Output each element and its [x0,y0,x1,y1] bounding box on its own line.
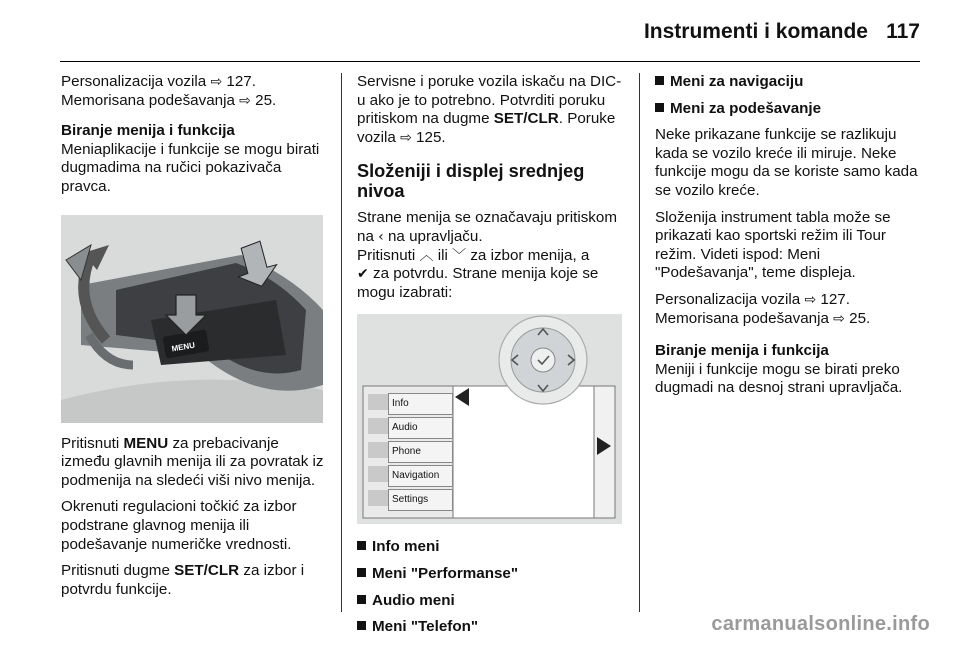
list-item: Meni "Performanse" [357,565,629,584]
reference-link[interactable]: 125. [416,128,446,146]
paragraph: Pritisnuti MENU za prebacivanje između glavnih menija ili za povratak iz podmenija na sledeći viši nivo menija. [61,434,324,489]
reference-arrow-icon: ⇨ [210,74,223,90]
column-1 [61,73,331,607]
set-clr-key-label: SET/CLR [174,562,240,580]
bullet-square-icon [357,621,366,630]
page-number: 117 [886,20,920,43]
menu-button-label: MENU [170,340,196,354]
paragraph: Okrenuti regulacioni točkić za izbor podstrane glavnog menija ili podešavanje numeričke vrednosti. [61,498,297,553]
chevron-left-icon: ‹ [378,228,384,245]
paragraph: Strane menija se označavaju pritiskom na ‹ na upravljaču. Pritisnuti ︿ ili ﹀ za izbor menija, a ✔ za potvrdu. Strane menija koje se mogu izabrati: [357,209,617,301]
checkmark-icon: ✔ [357,266,369,283]
reference-arrow-icon: ⇨ [239,92,251,109]
list-item: Audio meni [357,592,629,611]
column-divider-1 [341,73,342,612]
menu-item-phone[interactable]: Phone [388,441,453,463]
header-rule [60,61,920,62]
display-menu-figure [357,314,622,524]
section-heading: Složeniji i displej srednjeg nivoa [357,161,585,202]
set-clr-key-label: SET/CLR [493,110,559,128]
column-3 [655,73,927,406]
cross-references: Personalizacija vozila ⇨ 127. Memorisana podešavanja ⇨ 25. [61,73,277,109]
watermark: carmanualsonline.info [711,613,930,635]
turn-signal-stalk-illustration [61,215,323,423]
chevron-up-icon: ︿ [419,247,434,264]
column-2 [357,73,629,645]
menu-item-navigation[interactable]: Navigation [388,465,453,487]
paragraph: Servisne i poruke vozila iskaču na DIC-u ako je to potrebno. Potvrditi poruku pritiskom na dugme SET/CLR. Poruke vozila ⇨ 125. [357,73,622,146]
reference-link[interactable]: 25. [255,91,277,109]
reference-link[interactable]: 127. [226,73,256,90]
reference-arrow-icon: ⇨ [833,310,845,327]
paragraph: Neke prikazane funkcije se razlikuju kada se vozilo kreće ili miruje. Neke funkcije mogu da se koriste samo kada se vozilo kreće. [655,126,918,199]
bullet-square-icon [357,595,366,604]
stalk-figure [61,215,323,423]
bullet-square-icon [655,76,664,85]
paragraph: Meniji i funkcije mogu se birati preko dugmadi na desnoj strani upravljača. [655,360,903,397]
reference-link[interactable]: 25. [849,309,871,327]
list-item: Meni "Telefon" [357,618,629,637]
reference-arrow-icon: ⇨ [400,129,412,146]
menu-item-audio[interactable]: Audio [388,417,453,439]
section-heading: Biranje menija i funkcija [61,122,235,140]
menu-item-info[interactable]: Info [388,393,453,415]
list-item: Meni za podešavanje [655,100,927,119]
page-header-title: Instrumenti i komande [643,20,868,43]
bullet-square-icon [655,103,664,112]
menu-item-settings[interactable]: Settings [388,489,453,511]
paragraph: Složenija instrument tabla može se prikazati kao sportski režim ili Tour režim. Videti ispod: Meni "Podešavanja", teme displeja. [655,208,891,282]
paragraph: Pritisnuti dugme SET/CLR za izbor i potvrdu funkcije. [61,562,305,598]
section-heading: Biranje menija i funkcija [655,342,829,360]
bullet-square-icon [357,541,366,550]
list-item: Info meni [357,538,629,557]
bullet-square-icon [357,568,366,577]
reference-link[interactable]: 127. [820,290,850,308]
paragraph: Meniaplikacije i funkcije se mogu birati dugmadima na ručici pokazivača pravca. [61,140,320,195]
chevron-down-icon: ﹀ [452,247,467,264]
menu-key-label: MENU [123,434,169,452]
reference-arrow-icon: ⇨ [804,291,817,308]
section-heading-block [61,122,331,196]
column-divider-2 [639,73,640,612]
list-item: Meni za navigaciju [655,73,927,92]
cross-references: Personalizacija vozila ⇨ 127. Memorisana podešavanja ⇨ 25. [655,290,871,327]
section-heading-block [655,342,927,398]
